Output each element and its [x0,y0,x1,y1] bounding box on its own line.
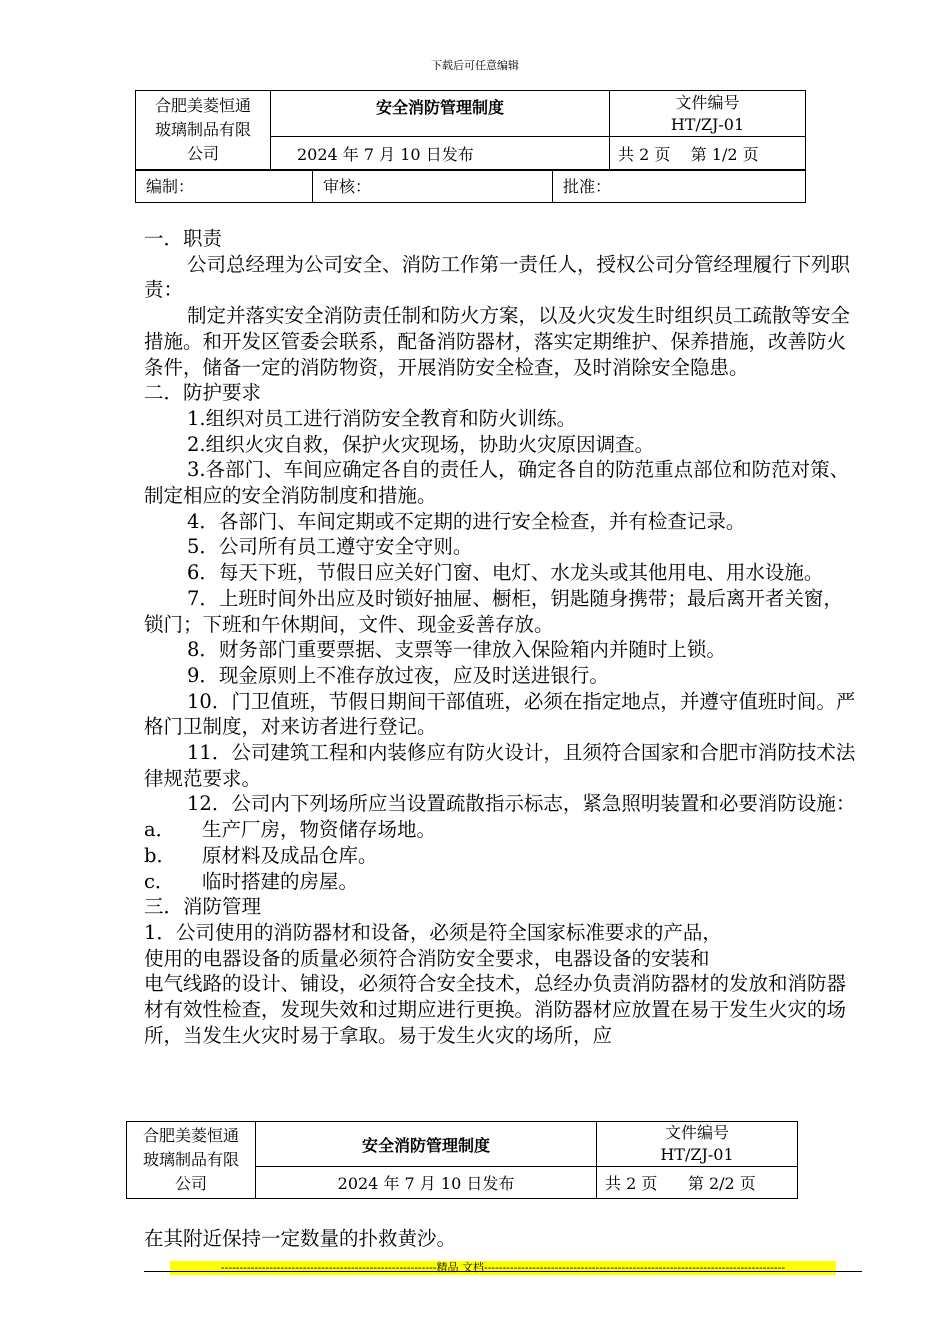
sub-item-mark: a． [144,818,176,842]
footer-watermark: ----------------------------------------------------------精品 文档--------------------------------------------------------------------------------- [170,1261,836,1275]
sub-item-text: 临时搭建的房屋。 [202,869,359,893]
section-2-item-8: 8．财务部门重要票据、支票等一律放入保险箱内并随时上锁。 [187,638,726,662]
doc-title: 安全消防管理制度 [271,91,610,137]
issue-date: 2024 年 7 月 10 日发布 [271,137,610,170]
page-info [597,1167,798,1199]
signoff-approve: 批准： [563,177,612,196]
section-3-continuation: 在其附近保持一定数量的扑救黄沙。 [144,1227,457,1250]
signoff-edit: 编制： [136,171,313,202]
section-2-item-1: 1.组织对员工进行消防安全教育和防火训练。 [187,406,577,430]
section-2-item-3: 3.各部门、车间应确定各自的责任人，确定各自的防范重点部位和防范对策、制定相应的安全消防制度和措施。 [144,458,850,508]
sub-item-c [144,869,860,895]
section-2-title: 二．防护要求 [144,381,262,405]
company-line-2: 玻璃制品有限 [154,120,251,139]
pages-total: 共 2 页 [605,1174,658,1193]
page-number: 第 2/2 页 [687,1174,756,1193]
doc-title: 安全消防管理制度 [256,1122,597,1167]
section-2-item-7: 7．上班时间外出应及时锁好抽屉、橱柜，钥匙随身携带；最后离开者关窗，锁门；下班和午休期间，文件、现金妥善存放。 [144,586,843,636]
sub-item-mark: c． [144,869,175,893]
section-2-item-2: 2.组织火灾自救，保护火灾现场，协助火灾原因调查。 [187,432,655,456]
doc-number: HT/ZJ-01 [670,114,745,134]
section-2-item-5: 5．公司所有员工遵守安全守则。 [187,535,473,559]
sub-item-text: 生产厂房，物资储存场地。 [202,818,437,842]
issue-date: 2024 年 7 月 10 日发布 [256,1167,597,1199]
company-name-cell [127,1122,256,1199]
section-1-paragraph-2: 制定并落实安全消防责任制和防火方案，以及火灾发生时组织员工疏散等安全措施。和开发区管委会联系，配备消防器材，落实定期维护、保养措施，改善防火条件，储备一定的消防物资，开展消防安全检查，及时消除安全隐患。 [144,304,851,379]
section-2-item-6: 6．每天下班，节假日应关好门窗、电灯、水龙头或其他用电、用水设施。 [187,561,824,585]
section-3-line-2: 使用的电器设备的质量必须符合消防安全要求，电器设备的安装和 [144,946,710,970]
company-line-3: 公司 [186,144,219,163]
doc-number-label: 文件编号 [675,92,740,112]
footer-divider [144,1271,862,1272]
doc-number: HT/ZJ-01 [660,1145,734,1164]
doc-number-cell [610,91,806,137]
section-2-item-11: 11．公司建筑工程和内装修应有防火设计，且须符合国家和合肥市消防技术法律规范要求。 [144,741,856,790]
top-note: 下载后可任意编辑 [431,59,519,72]
sub-item-text: 原材料及成品仓库。 [202,843,378,867]
doc-number-label: 文件编号 [664,1123,729,1142]
sub-item-b [144,843,860,869]
company-line-3: 公司 [174,1174,207,1193]
company-line-1: 合肥美菱恒通 [154,96,251,115]
section-1-title: 一．职责 [144,227,223,250]
section-3-title: 三．消防管理 [144,895,262,919]
doc-number-cell [597,1122,798,1167]
document-header-table [135,90,806,170]
pages-total: 共 2 页 [618,144,671,164]
page-info [610,137,806,170]
section-1-paragraph-1: 公司总经理为公司安全、消防工作第一责任人，授权公司分管经理履行下列职责： [144,252,851,302]
section-2-item-12: 12．公司内下列场所应当设置疏散指示标志，紧急照明装置和必要消防设施： [187,792,856,816]
company-line-2: 玻璃制品有限 [142,1150,239,1169]
section-2-item-10: 10．门卫值班，节假日期间干部值班，必须在指定地点，并遵守值班时间。严格门卫制度，对来访者进行登记。 [144,689,856,739]
document-body [144,226,860,1049]
section-2-item-9: 9．现金原则上不准存放过夜，应及时送进银行。 [187,663,609,687]
company-line-1: 合肥美菱恒通 [142,1126,239,1145]
page-number: 第 1/2 页 [690,144,759,164]
sub-item-a [144,817,860,843]
section-2-item-4: 4．各部门、车间定期或不定期的进行安全检查，并有检查记录。 [187,509,746,533]
section-3-line-3: 电气线路的设计、铺设，必须符合安全技术，总经办负责消防器材的发放和消防器材有效性检查，发现失效和过期应进行更换。消防器材应放置在易于发生火灾的场所，当发生火灾时易于拿取。易于发生火灾的场所，应 [144,972,847,1047]
document-header-table-page-2 [126,1121,798,1199]
signoff-row [135,170,806,203]
section-3-line-1: 1．公司使用的消防器材和设备，必须是符全国家标准要求的产品， [144,920,722,944]
sub-item-mark: b． [144,843,176,867]
signoff-review: 审核： [313,171,553,202]
company-name-cell [136,91,271,170]
